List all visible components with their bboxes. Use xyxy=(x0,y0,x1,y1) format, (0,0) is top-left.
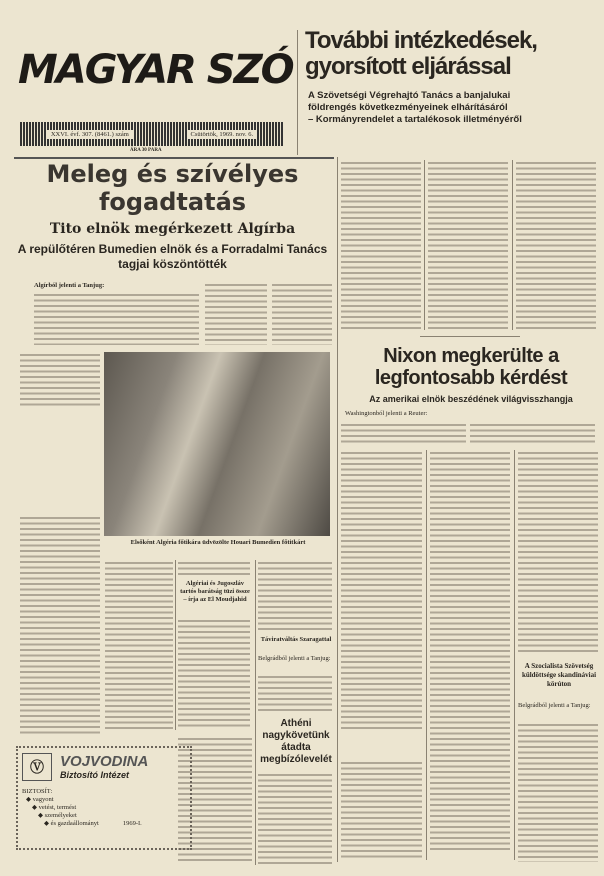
price: ÁRA 30 PARA xyxy=(130,148,162,153)
masthead-logo: MAGYAR SZÓ xyxy=(18,47,293,93)
news-photo xyxy=(104,352,330,536)
article-headline: Táviratváltás Szaragattal xyxy=(260,636,332,643)
insurance-ad[interactable] xyxy=(16,746,192,850)
article-headline: Athéni nagykövetünk átadta megbízólevelét xyxy=(260,718,332,765)
nixon-dateline: Washingtonból jelenti a Reuter: xyxy=(345,410,428,417)
photo-caption: Elsőként Algéria főtikára üdvözölte Houari Bumedien főtitkárt xyxy=(130,539,306,546)
ad-item: ◆ személyeket xyxy=(38,812,77,819)
top-headline: További intézkedések, gyorsított eljárással xyxy=(305,27,537,80)
issue-date: Csütörtök, 1969. nov. 6. xyxy=(187,130,258,139)
ad-logo-icon: Ⓥ xyxy=(22,753,52,781)
ad-item-text: vetést, termést xyxy=(38,804,77,811)
ad-lead: BIZTOSÍT: xyxy=(22,788,53,795)
article-headline: A Szocialista Szövetség küldöttsége skandináviai körúton xyxy=(521,662,597,688)
issue-number: XXVI. évf. 307. (8461.) szám xyxy=(47,130,133,139)
ad-item-text: vagyont xyxy=(32,796,54,803)
ad-code: 1969-I. xyxy=(122,820,142,827)
top-deck xyxy=(308,90,598,126)
main-deck: A repülőtéren Bumedien elnök és a Forradalmi Tanács tagjai köszöntötték xyxy=(17,242,328,271)
article-dateline: Belgrádból jelenti a Tanjug: xyxy=(518,702,591,709)
article-dateline: Belgrádból jelenti a Tanjug: xyxy=(258,655,331,662)
nixon-deck: Az amerikai elnök beszédének világvisszhangja xyxy=(369,394,573,404)
main-dateline: Algírból jelenti a Tanjug: xyxy=(34,282,105,289)
ad-item-text: és gazdaállományt xyxy=(50,820,99,827)
ad-item: ◆ és gazdaállományt 1969-I. xyxy=(44,820,142,827)
main-headline: Meleg és szívélyes fogadtatás xyxy=(46,160,299,216)
ad-brand: VOJVODINA xyxy=(60,752,149,770)
ad-item-text: személyeket xyxy=(44,812,77,819)
main-subhead: Tito elnök megérkezett Algírba xyxy=(49,221,296,237)
ad-subtitle: Biztosító Intézet xyxy=(60,769,129,780)
issue-bar xyxy=(20,122,284,146)
deck-line: A Szövetségi Végrehajtó Tanács a banjalukai xyxy=(308,90,511,101)
article-headline: Algériai és Jugoszláv tartós barátság tüzi össze – írja az El Moudjahid xyxy=(180,580,250,603)
deck-line: – Kormányrendelet a tartalékosok illetményéről xyxy=(308,114,522,125)
ad-item: ◆ vagyont xyxy=(26,796,54,803)
ad-item: ◆ vetést, termést xyxy=(32,804,77,811)
deck-line: földrengés következményeinek elhárításáról xyxy=(308,102,508,113)
nixon-headline: Nixon megkerülte a legfontosabb kérdést xyxy=(374,345,568,389)
